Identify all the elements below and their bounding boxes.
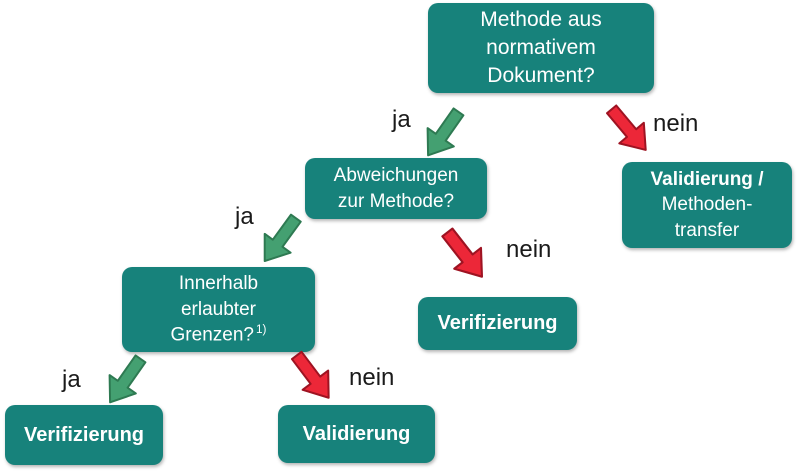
ja-arrow-icon [95, 348, 155, 413]
edge-label-nein-2: nein [506, 236, 552, 263]
node-verifizierung-mid [418, 297, 577, 350]
edge-label-ja-2: ja [235, 203, 254, 230]
node-verifizierung-bottom [5, 405, 163, 465]
footnote-marker: 1) [255, 322, 267, 336]
edge-label-nein-3: nein [349, 364, 395, 391]
node-line: Grenzen? $^{1)}$ [170, 322, 267, 346]
node-line: Methoden- [661, 194, 753, 216]
node-line: Innerhalb [178, 273, 259, 295]
node-line: Verifizierung [23, 423, 145, 446]
node-line: Abweichungen [333, 165, 459, 187]
ja-arrow-icon [250, 207, 310, 272]
node-line: Validierung [302, 422, 411, 445]
node-validierung-methodentransfer [622, 162, 792, 248]
edge-label-ja-1: ja [392, 106, 411, 133]
nein-arrow-icon [598, 98, 660, 163]
node-abweichungen-zur-methode [305, 158, 487, 219]
node-methode-aus-normativem-dokument [428, 3, 654, 93]
node-line: transfer [674, 219, 740, 241]
node-line: Validierung / [650, 169, 764, 191]
nein-arrow-icon [432, 220, 497, 289]
node-line: Dokument? [487, 63, 595, 87]
node-innerhalb-erlaubter-grenzen [122, 267, 315, 352]
node-text [651, 167, 764, 243]
node-line: Verifizierung [437, 312, 558, 335]
node-line: normativem [486, 36, 596, 60]
nein-arrow-icon [283, 344, 344, 409]
node-line: erlaubter [180, 298, 256, 320]
node-text [171, 271, 267, 347]
ja-arrow-icon [413, 101, 473, 166]
edge-label-nein-1: nein [653, 110, 699, 137]
edge-label-ja-3: ja [62, 366, 81, 393]
node-text [334, 163, 459, 214]
node-line: zur Methode? [337, 190, 455, 212]
node-validierung-bottom [278, 405, 435, 463]
node-line: Methode aus [480, 8, 602, 32]
node-text [480, 6, 601, 90]
